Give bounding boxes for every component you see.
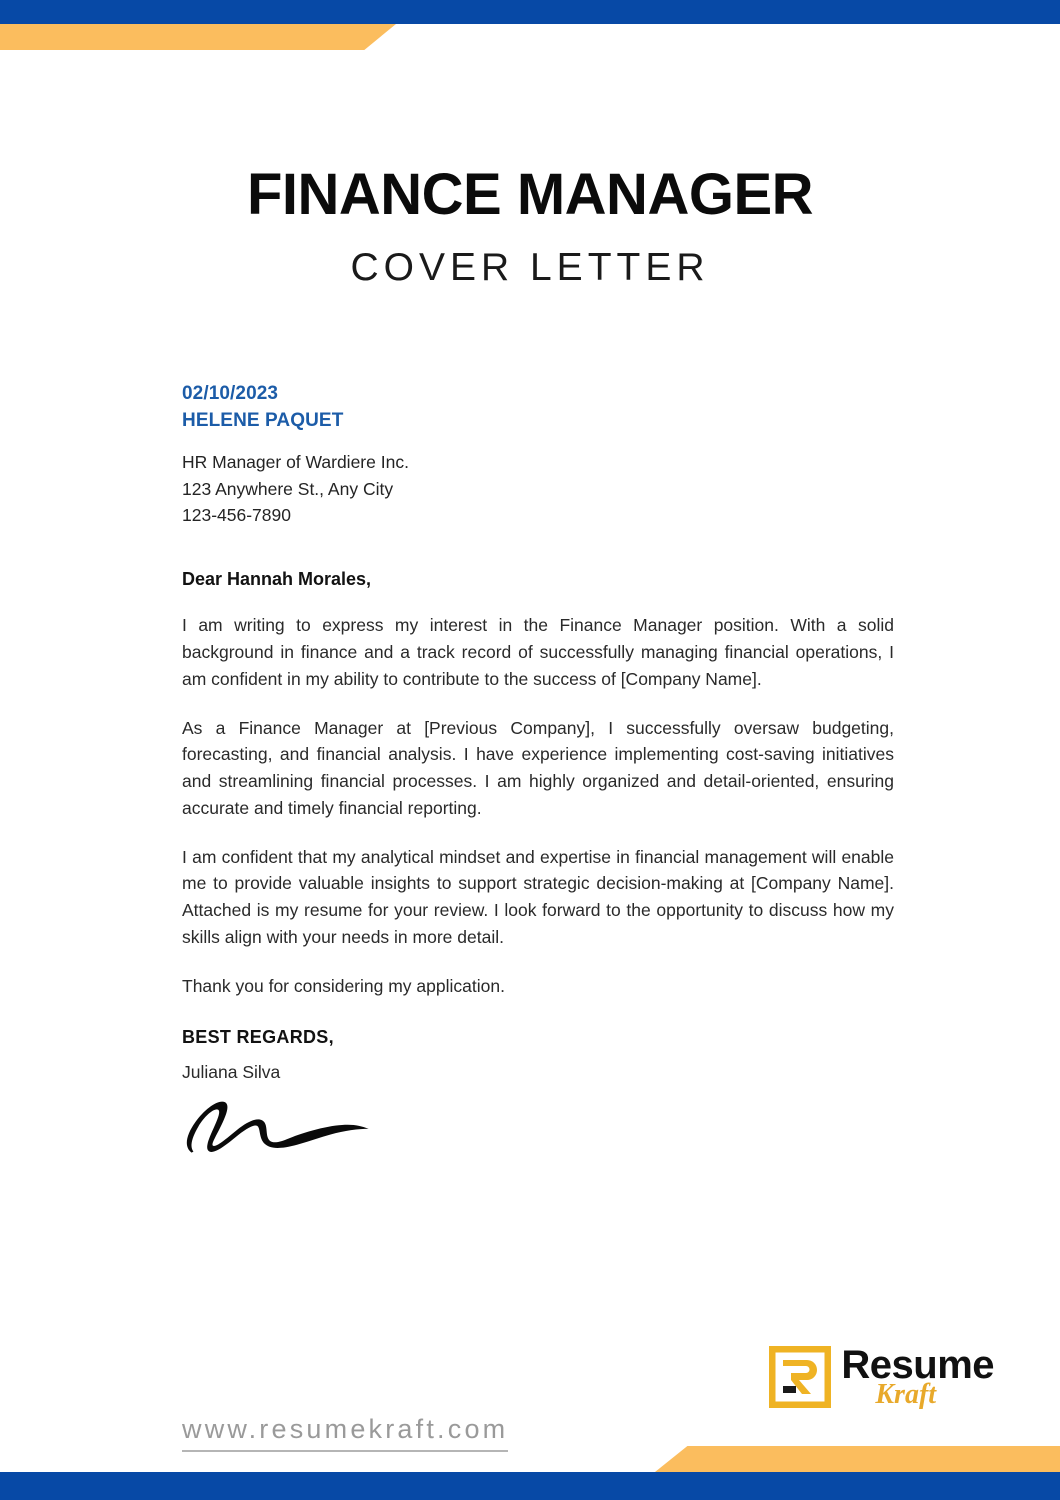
- letter-body: [182, 381, 894, 1164]
- signer-name: Juliana Silva: [182, 1062, 281, 1083]
- top-blue-bar: [0, 0, 1060, 24]
- resumekraft-logo: [769, 1345, 994, 1409]
- bottom-blue-bar: [0, 1472, 1060, 1500]
- handwritten-signature-scribble-icon: [182, 1089, 382, 1159]
- recipient-line-3: 123-456-7890: [182, 505, 291, 526]
- logo-wordmark: [841, 1345, 994, 1409]
- thank-you-line: Thank you for considering my application.: [182, 975, 505, 996]
- body-paragraph-2: As a Finance Manager at [Previous Company], I successfully oversaw budgeting, forecasting, and financial analysis. I have experience implementing cost-saving initiatives and streamlining financial processes. I am highly organized and detail-oriented, ensuring accurate and timely financial reporting.: [182, 717, 894, 818]
- recipient-line-2: 123 Anywhere St., Any City: [182, 478, 394, 499]
- body-paragraph-1: I am writing to express my interest in the Finance Manager position. With a solid background in finance and a track record of successfully managing financial operations, I am confident in my ability to contribute to the success of [Company Name].: [182, 615, 894, 689]
- recipient-address-block: [182, 449, 894, 529]
- bottom-orange-accent-shape: [655, 1446, 1060, 1472]
- sender-name: HELENE PAQUET: [182, 409, 344, 431]
- body-paragraph-3: I am confident that my analytical mindset and expertise in financial management will enable me to provide valuable insights to support strategic decision-making at [Company Name]. Attached is my resume for your review. I look forward to the opportunity to discuss how my skills align with your needs in more detail.: [182, 846, 894, 947]
- logo-word-resume: Resume: [841, 1343, 994, 1387]
- page-subtitle: COVER LETTER: [350, 245, 710, 289]
- title-block: [0, 162, 1060, 289]
- resumekraft-r-monogram-icon: [769, 1346, 831, 1408]
- recipient-line-1: HR Manager of Wardiere Inc.: [182, 451, 409, 472]
- website-url[interactable]: www.resumekraft.com: [182, 1415, 508, 1452]
- page-title: FINANCE MANAGER: [246, 162, 814, 227]
- letter-date: 02/10/2023: [182, 383, 279, 404]
- salutation: Dear Hannah Morales,: [182, 569, 372, 590]
- logo-word-kraft: Kraft: [875, 1379, 937, 1410]
- signoff-label: BEST REGARDS,: [182, 1027, 334, 1048]
- top-orange-accent-shape: [0, 24, 396, 50]
